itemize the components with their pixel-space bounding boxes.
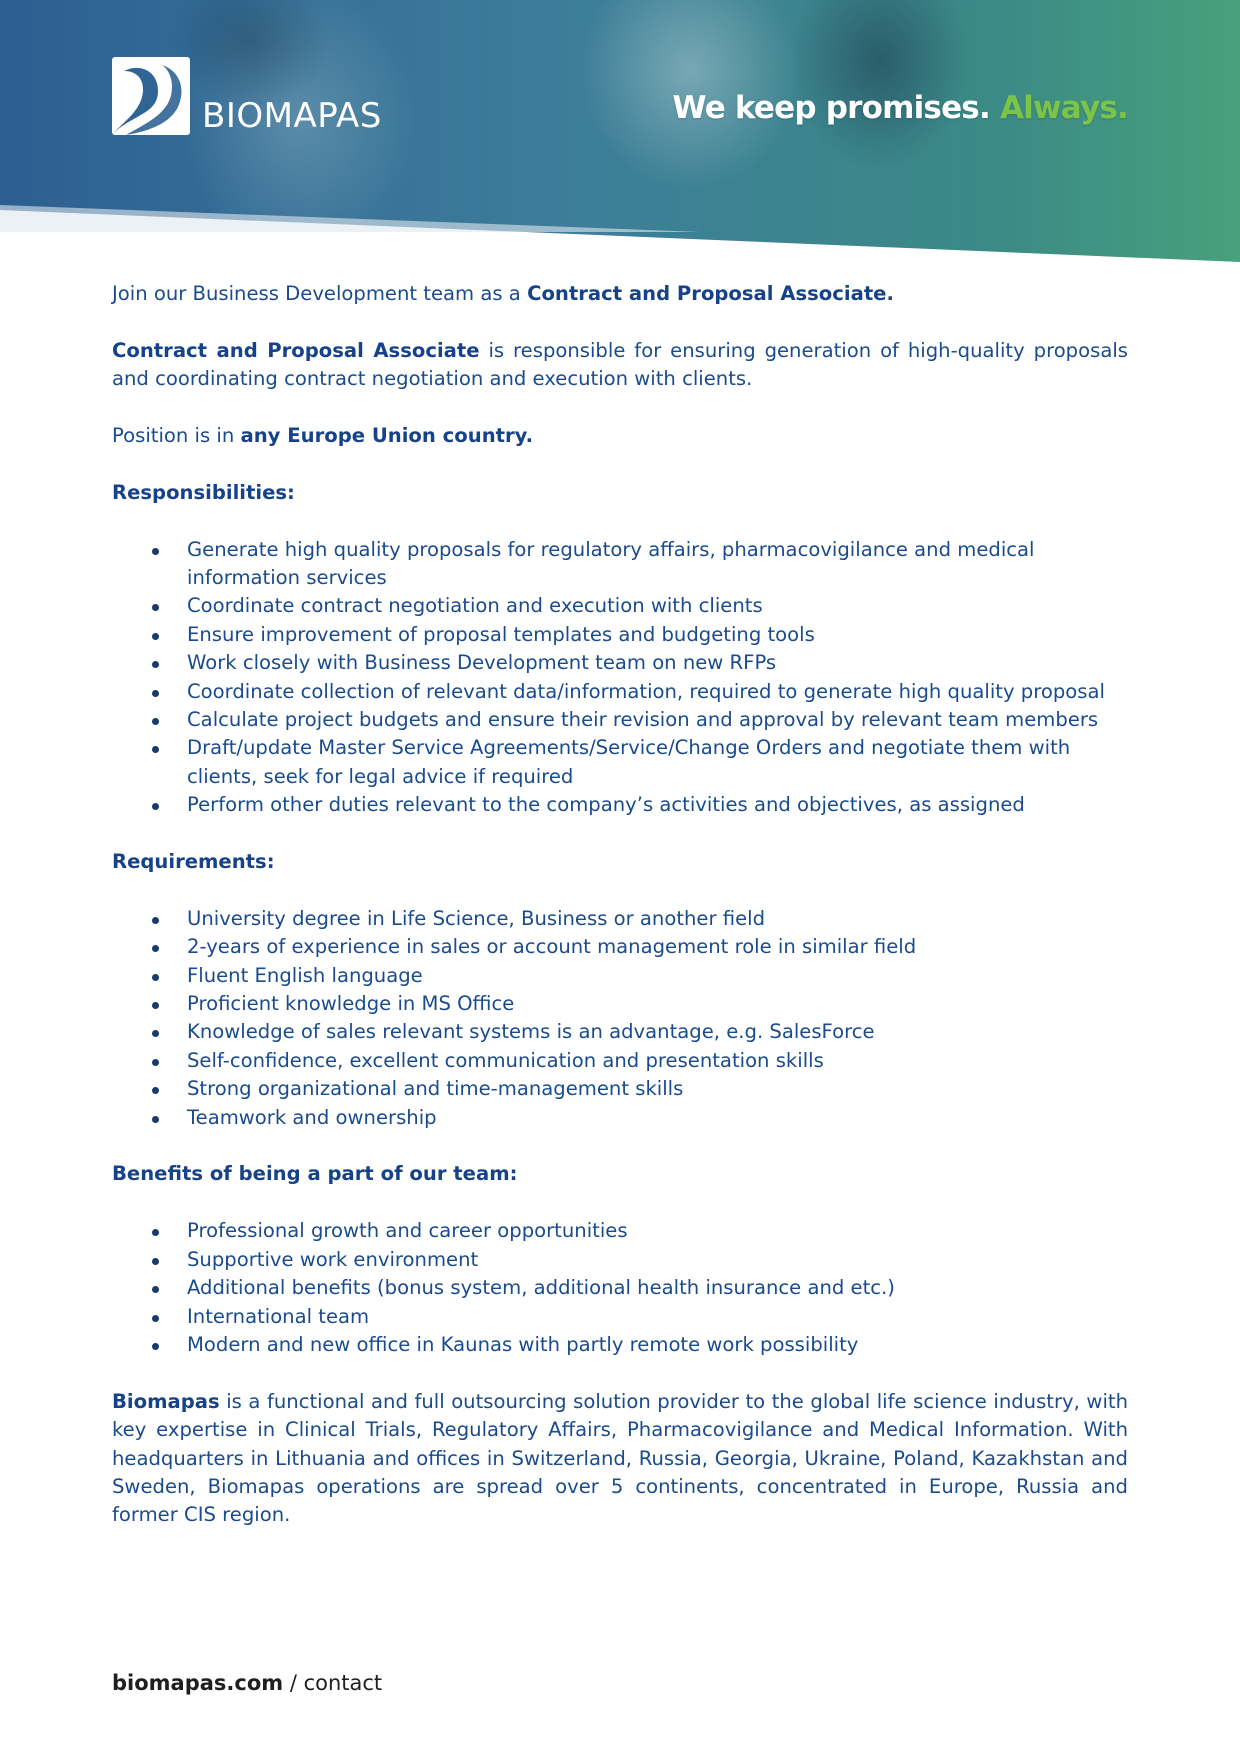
list-item: Ensure improvement of proposal templates and budgeting tools [112,621,1128,649]
list-item: Coordinate collection of relevant data/information, required to generate high quality proposal [112,678,1128,706]
list-item: International team [112,1303,1128,1331]
list-item: Self-confidence, excellent communication and presentation skills [112,1047,1128,1075]
footer-link[interactable] [112,1671,382,1695]
list-item: Work closely with Business Development team on new RFPs [112,649,1128,677]
list-item: Fluent English language [112,962,1128,990]
list-item: Proficient knowledge in MS Office [112,990,1128,1018]
list-item: University degree in Life Science, Business or another field [112,905,1128,933]
role-title: Contract and Proposal Associate [112,338,480,362]
brand-logo [112,55,382,135]
location-text: Position is in [112,424,241,447]
list-item: Knowledge of sales relevant systems is an advantage, e.g. SalesForce [112,1018,1128,1046]
company-name: Biomapas [112,1389,220,1413]
intro-paragraph [112,280,1128,308]
list-item: Generate high quality proposals for regulatory affairs, pharmacovigilance and medical information services [112,536,1128,593]
footer-site[interactable]: biomapas.com [112,1671,284,1695]
responsibilities-list [112,536,1128,820]
list-item: Teamwork and ownership [112,1104,1128,1132]
benefits-list [112,1217,1128,1359]
tagline [672,90,1128,126]
about-paragraph [112,1388,1128,1530]
list-item: Strong organizational and time-management skills [112,1075,1128,1103]
list-item: Calculate project budgets and ensure their revision and approval by relevant team members [112,706,1128,734]
job-posting-body [112,280,1128,1558]
position-title: Contract and Proposal Associate. [527,282,894,305]
list-item: Coordinate contract negotiation and execution with clients [112,592,1128,620]
role-description [112,337,1128,394]
list-item: Perform other duties relevant to the company’s activities and objectives, as assigned [112,791,1128,819]
tagline-accent: Always. [999,90,1128,126]
list-item: Additional benefits (bonus system, additional health insurance and etc.) [112,1274,1128,1302]
list-item: 2-years of experience in sales or account management role in similar field [112,933,1128,961]
tagline-main: We keep promises. [672,90,990,126]
list-item: Supportive work environment [112,1246,1128,1274]
biomapas-logo-mark-icon [112,57,190,135]
list-item: Professional growth and career opportunities [112,1217,1128,1245]
role-text: is responsible for ensuring generation of high-quality proposals and coordinating contract negotiation and execution with clients. [112,338,1128,391]
location-value: any Europe Union country. [240,424,534,447]
brand-name: BIOMAPAS [202,96,382,136]
about-text: is a functional and full outsourcing solution provider to the global life science industry, with key expertise in Clinical Trials, Regulatory Affairs, Pharmacovigilance and Medical Information. With headquarters in Lithuania and offices in Switzerland, Russia, Georgia, Ukraine, Poland, Kazakhstan and Sweden, Biomapas operations are spread over 5 continents, concentrated in Europe, Russia and former CIS region. [112,1389,1128,1527]
list-item: Modern and new office in Kaunas with partly remote work possibility [112,1331,1128,1359]
benefits-heading: Benefits of being a part of our team: [112,1162,518,1186]
header-banner [0,0,1240,262]
responsibilities-heading: Responsibilities: [112,480,295,504]
footer-path[interactable]: / contact [283,1671,383,1695]
requirements-heading: Requirements: [112,850,275,874]
location-paragraph [112,422,1128,450]
requirements-list [112,905,1128,1132]
list-item: Draft/update Master Service Agreements/Service/Change Orders and negotiate them with clients, seek for legal advice if required [112,734,1128,791]
intro-text: Join our Business Development team as a [112,282,528,305]
